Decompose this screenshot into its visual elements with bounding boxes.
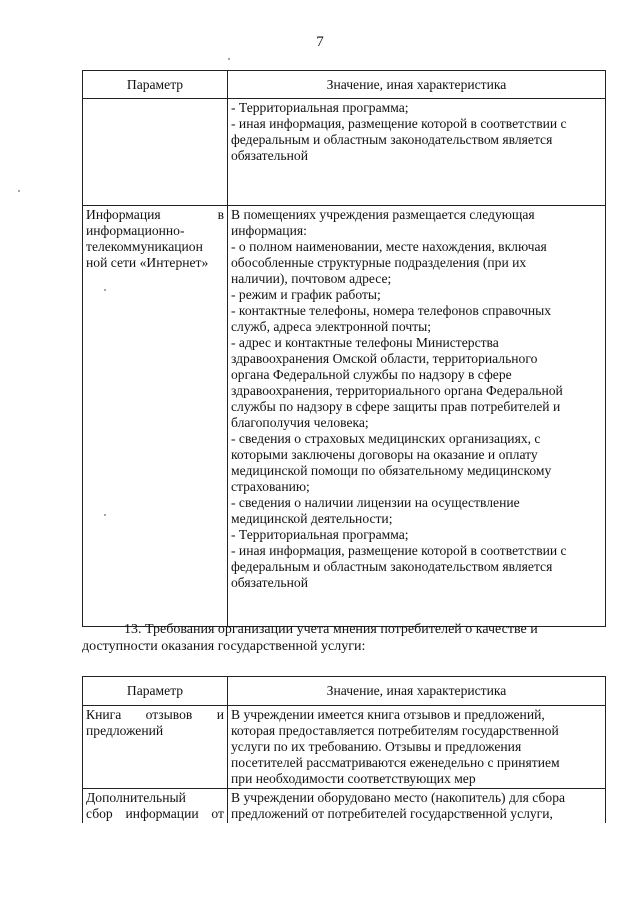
- text-line: - иная информация, размещение которой в соответствии с: [231, 116, 567, 131]
- text-line: органа Федеральной службы по надзору в сфере: [231, 367, 512, 382]
- text-line: служб, адреса электронной почты;: [231, 319, 432, 334]
- column-header-value: Значение, иная характеристика: [228, 71, 606, 99]
- text-line: В учреждении оборудовано место (накопитель) для сбора: [231, 790, 566, 805]
- text-line: обособленные структурные подразделения (при их: [231, 255, 527, 270]
- scan-speck: [104, 289, 106, 291]
- text-line: - сведения о страховых медицинских организациях, с: [231, 431, 541, 446]
- text-line: медицинской деятельности;: [231, 511, 393, 526]
- text-line: при необходимости соответствующих мер: [231, 771, 476, 786]
- text-line: обязательной: [231, 148, 308, 163]
- table-row: [83, 206, 606, 627]
- text-line: информационно-: [86, 223, 185, 238]
- text-line: медицинской помощи по обязательному медицинскому: [231, 463, 552, 478]
- text-line: - контактные телефоны, номера телефонов справочных: [231, 303, 552, 318]
- text-line: - иная информация, размещение которой в соответствии с: [231, 543, 567, 558]
- text-line: Книга отзывов и: [86, 707, 224, 722]
- table-header-row: [83, 71, 606, 99]
- text-line: услуги по их требованию. Отзывы и предложения: [231, 739, 522, 754]
- text-line: федеральным и областным законодательством является: [231, 559, 553, 574]
- text-line: которыми заключены договоры на оказание и оплату: [231, 447, 538, 462]
- text-line: службы по надзору в сфере защиты прав потребителей и: [231, 399, 561, 414]
- text-line: информация:: [231, 223, 307, 238]
- text-line: телекоммуникацион: [86, 239, 203, 254]
- parameters-table-2: [82, 676, 606, 823]
- text-line: - о полном наименовании, месте нахождения, включая: [231, 239, 547, 254]
- value-cell: [228, 789, 606, 824]
- text-line: - Территориальная программа;: [231, 100, 409, 115]
- text-line: наличии), почтовом адресе;: [231, 271, 392, 286]
- text-line: страхованию;: [231, 479, 310, 494]
- page-number: 7: [316, 34, 324, 50]
- text-line: В помещениях учреждения размещается следующая: [231, 207, 535, 222]
- text-line: которая предоставляется потребителям государственной: [231, 723, 559, 738]
- parameter-cell: [83, 706, 228, 789]
- table-row: [83, 706, 606, 789]
- table-header-row: [83, 677, 606, 706]
- parameter-cell: [83, 99, 228, 206]
- table-row: [83, 99, 606, 206]
- column-header-value: Значение, иная характеристика: [228, 677, 606, 706]
- text-line: - Территориальная программа;: [231, 527, 409, 542]
- section-13-paragraph: [82, 621, 606, 655]
- parameters-table-1: [82, 70, 606, 627]
- column-header-parameter: Параметр: [83, 71, 228, 99]
- table-row: [83, 789, 606, 824]
- value-cell: [228, 206, 606, 627]
- scan-speck: [228, 58, 230, 60]
- text-line: предложений: [86, 723, 164, 738]
- scan-speck: [18, 190, 20, 192]
- text-line: обязательной: [231, 575, 308, 590]
- paragraph-line: доступности оказания государственной услуги:: [82, 639, 366, 654]
- text-line: - адрес и контактные телефоны Министерства: [231, 335, 499, 350]
- text-line: Информация в: [86, 207, 224, 222]
- paragraph-line: 13. Требования организации учета мнения потребителей о качестве и: [124, 622, 538, 637]
- text-line: предложений от потребителей государственной услуги,: [231, 806, 553, 821]
- text-line: здравоохранения Омской области, территориального: [231, 351, 538, 366]
- text-line: благополучия человека;: [231, 415, 369, 430]
- text-line: сбор информации от: [86, 806, 224, 821]
- value-cell: [228, 706, 606, 789]
- text-line: - режим и график работы;: [231, 287, 381, 302]
- text-line: В учреждении имеется книга отзывов и предложений,: [231, 707, 545, 722]
- parameter-cell: [83, 206, 228, 627]
- text-line: Дополнительный: [86, 790, 186, 805]
- parameter-cell: [83, 789, 228, 824]
- text-line: посетителей рассматриваются еженедельно с принятием: [231, 755, 560, 770]
- text-line: федеральным и областным законодательством является: [231, 132, 553, 147]
- text-line: здравоохранения, территориального органа Федеральной: [231, 383, 563, 398]
- text-line: ной сети «Интернет»: [86, 255, 209, 270]
- column-header-parameter: Параметр: [83, 677, 228, 706]
- value-cell: [228, 99, 606, 206]
- scan-speck: [104, 514, 106, 516]
- text-line: - сведения о наличии лицензии на осуществление: [231, 495, 520, 510]
